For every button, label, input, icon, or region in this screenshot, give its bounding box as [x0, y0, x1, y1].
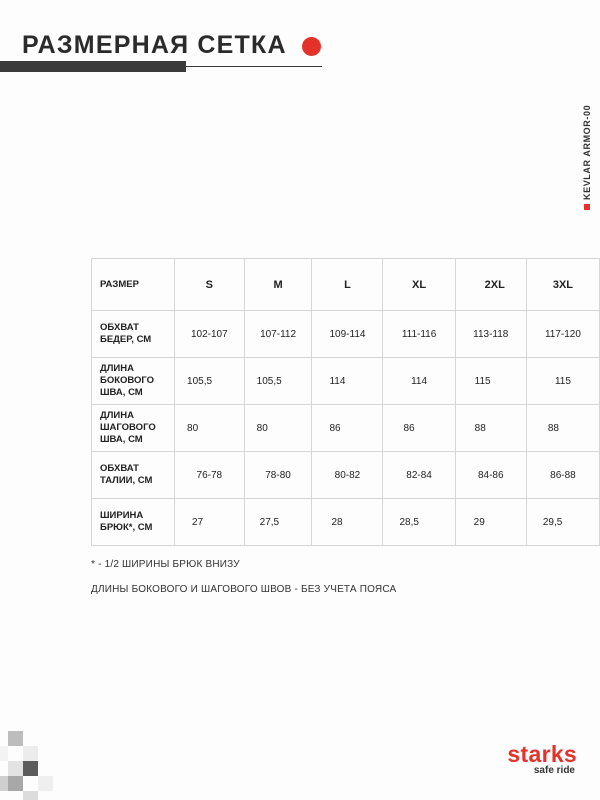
decor-square [8, 761, 23, 776]
table-cell: 76-78 [175, 452, 245, 499]
side-label-text: KEVLAR ARMOR-00 [582, 104, 592, 200]
size-header: L [312, 259, 383, 311]
row-label-line: ТАЛИИ, СМ [100, 475, 153, 486]
footnote: * - 1/2 ШИРИНЫ БРЮК ВНИЗУ [91, 559, 240, 570]
table-cell: 88 [526, 405, 599, 452]
decor-square [8, 776, 23, 791]
table-cell: 78-80 [244, 452, 312, 499]
row-label-line: БОКОВОГО [100, 375, 155, 386]
decor-square [23, 746, 38, 761]
side-label-square [584, 204, 590, 210]
title-rule-thin [186, 66, 322, 67]
table-cell: 107-112 [244, 311, 312, 358]
table-cell: 109-114 [312, 311, 383, 358]
table-cell: 105,5 [244, 358, 312, 405]
table-cell: 86-88 [526, 452, 599, 499]
decor-square [23, 761, 38, 776]
decor-square [8, 731, 23, 746]
row-label [92, 405, 175, 452]
row-label-line: ШИРИНА [100, 510, 144, 521]
row-label [92, 311, 175, 358]
table-cell: 80 [175, 405, 245, 452]
lengths-note: ДЛИНЫ БОКОВОГО И ШАГОВОГО ШВОВ - БЕЗ УЧЕТА ПОЯСА [91, 584, 397, 595]
table-cell: 102-107 [175, 311, 245, 358]
table-header-label: РАЗМЕР [92, 259, 175, 311]
table-cell: 27,5 [244, 499, 312, 546]
row-label-line: ДЛИНА [100, 410, 134, 421]
decor-square [23, 791, 38, 800]
decor-square [0, 776, 8, 791]
row-label-line: БРЮК*, СМ [100, 522, 153, 533]
table-row [92, 452, 600, 499]
table-cell: 84-86 [455, 452, 526, 499]
row-label-line: ШВА, СМ [100, 434, 143, 445]
size-header: 2XL [455, 259, 526, 311]
title-rule-thick [0, 61, 186, 72]
row-label-line: ШАГОВОГО [100, 422, 156, 433]
row-label [92, 452, 175, 499]
size-header: XL [383, 259, 455, 311]
table-cell: 117-120 [526, 311, 599, 358]
brand-logo [487, 743, 577, 777]
brand-logo-text: starks [507, 741, 577, 767]
row-label-line: ОБХВАТ [100, 463, 139, 474]
size-table [91, 258, 600, 546]
row-label [92, 358, 175, 405]
table-cell: 82-84 [383, 452, 455, 499]
size-header: 3XL [526, 259, 599, 311]
table-cell: 28 [312, 499, 383, 546]
table-cell: 28,5 [383, 499, 455, 546]
table-cell: 115 [455, 358, 526, 405]
table-cell: 114 [383, 358, 455, 405]
title-dot [302, 37, 321, 56]
table-row [92, 499, 600, 546]
table-cell: 27 [175, 499, 245, 546]
table-cell: 86 [383, 405, 455, 452]
table-cell: 86 [312, 405, 383, 452]
size-header: S [175, 259, 245, 311]
table-row [92, 405, 600, 452]
row-label-line: ОБХВАТ [100, 322, 139, 333]
row-label-line: ДЛИНА [100, 363, 134, 374]
table-cell: 80-82 [312, 452, 383, 499]
table-cell: 105,5 [175, 358, 245, 405]
table-cell: 115 [526, 358, 599, 405]
page-title: РАЗМЕРНАЯ СЕТКА [22, 31, 287, 59]
row-label [92, 499, 175, 546]
brand-tagline: safe ride [533, 765, 575, 776]
table-cell: 114 [312, 358, 383, 405]
size-header: M [244, 259, 312, 311]
table-cell: 29 [455, 499, 526, 546]
decor-square [0, 746, 8, 761]
table-cell: 88 [455, 405, 526, 452]
decor-square [38, 776, 53, 791]
row-label-line: БЕДЕР, СМ [100, 334, 152, 345]
side-label [582, 105, 592, 210]
table-cell: 111-116 [383, 311, 455, 358]
table-row [92, 311, 600, 358]
table-row [92, 358, 600, 405]
table-cell: 29,5 [526, 499, 599, 546]
table-cell: 80 [244, 405, 312, 452]
row-label-line: ШВА, СМ [100, 387, 143, 398]
table-header-row [92, 259, 600, 311]
table-cell: 113-118 [455, 311, 526, 358]
